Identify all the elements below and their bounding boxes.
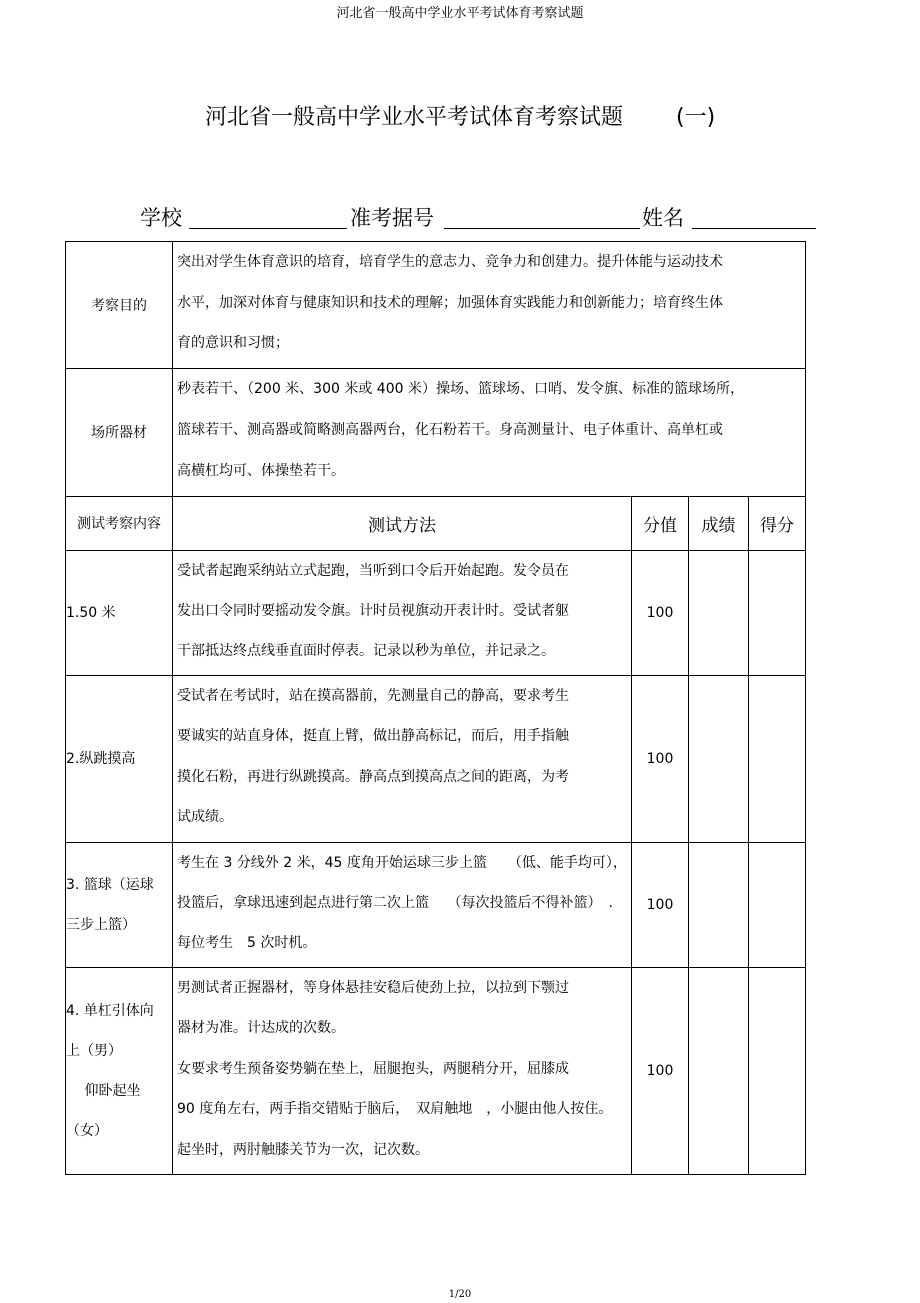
title-suffix: (一)	[676, 105, 716, 130]
purpose-text	[173, 242, 806, 369]
method-line: 摸化石粉，再进行纵跳摸高。静高点到摸高点之间的距离，为考	[177, 768, 569, 785]
item-name-line: 1.50 米	[66, 604, 116, 621]
method-line: 起坐时，两肘触膝关节为一次，记次数。	[177, 1141, 429, 1158]
item-score-cell[interactable]	[749, 550, 806, 675]
item-row	[66, 675, 806, 842]
equipment-label: 场所器材	[66, 368, 173, 496]
item-row	[66, 550, 806, 675]
item-row	[66, 967, 806, 1175]
item-name-line: 上（男）	[66, 1042, 122, 1059]
method-line: 女要求考生预备姿势躺在垫上，屈腿抱头，两腿稍分开，屈膝成	[177, 1060, 569, 1077]
item-name	[66, 675, 173, 842]
item-row	[66, 842, 806, 967]
name-blank[interactable]	[692, 228, 816, 229]
col-header-points: 分值	[632, 496, 689, 550]
method-line: 干部抵达终点线垂直面时停表。记录以秒为单位，并记录之。	[177, 642, 555, 659]
item-score-cell[interactable]	[749, 967, 806, 1175]
name-label: 姓名	[642, 206, 684, 230]
item-name	[66, 842, 173, 967]
item-name-line: 2.纵跳摸高	[66, 750, 136, 767]
item-name-line: 4. 单杠引体向	[66, 1002, 154, 1019]
equipment-text	[173, 368, 806, 496]
exam-number-label: 准考据号	[350, 206, 434, 230]
equipment-row	[66, 368, 806, 496]
title-main: 河北省一般高中学业水平考试体育考察试题	[205, 105, 624, 130]
item-method	[173, 550, 632, 675]
school-label: 学校	[140, 206, 182, 230]
col-header-content: 测试考察内容	[66, 496, 173, 550]
item-name-line: 3. 篮球（运球	[66, 876, 154, 893]
method-line: 试成绩。	[177, 809, 233, 825]
item-method	[173, 675, 632, 842]
method-line: 男测试者正握器材，等身体悬挂安稳后使劲上拉，以拉到下颚过	[177, 979, 569, 996]
method-line: 每位考生 5 次时机。	[177, 934, 317, 951]
method-line: 受试者在考试时，站在摸高器前，先测量自己的静高，要求考生	[177, 687, 569, 704]
column-header-row	[66, 496, 806, 550]
item-name-line: （女）	[66, 1122, 108, 1139]
method-line: 投篮后，拿球迅速到起点进行第二次上篮 （每次投篮后不得补篮） .	[177, 894, 613, 911]
col-header-method: 测试方法	[173, 496, 632, 550]
item-method	[173, 967, 632, 1175]
item-points: 100	[632, 675, 689, 842]
equipment-line: 篮球若干、测高器或简略测高器两台，化石粉若干。身高测量计、电子体重计、高单杠或	[177, 421, 723, 438]
item-result-cell[interactable]	[689, 550, 749, 675]
purpose-line: 水平，加深对体育与健康知识和技术的理解；加强体育实践能力和创新能力；培育终生体	[177, 294, 723, 311]
running-header: 河北省一般高中学业水平考试体育考察试题	[336, 6, 584, 21]
purpose-label: 考察目的	[66, 242, 173, 369]
equipment-line: 高横杠均可、体操垫若干。	[177, 462, 345, 479]
exam-number-blank[interactable]	[444, 228, 640, 229]
item-name-line: 仰卧起坐	[66, 1082, 141, 1099]
item-result-cell[interactable]	[689, 967, 749, 1175]
item-score-cell[interactable]	[749, 675, 806, 842]
col-header-score: 得分	[749, 496, 806, 550]
item-points: 100	[632, 550, 689, 675]
exam-table-frame	[65, 241, 805, 1175]
page-number: 1/20	[448, 1289, 472, 1300]
equipment-line: 秒表若干、（200 米、300 米或 400 米）操场、篮球场、口哨、发令旗、标准的篮球场所，	[177, 380, 744, 397]
method-line: 90 度角左右，两手指交错贴于脑后， 双肩触地 ，小腿由他人按住。	[177, 1101, 613, 1117]
school-blank[interactable]	[189, 228, 347, 229]
item-result-cell[interactable]	[689, 675, 749, 842]
item-name	[66, 967, 173, 1175]
method-line: 器材为准。计达成的次数。	[177, 1020, 345, 1036]
item-method	[173, 842, 632, 967]
purpose-line: 突出对学生体育意识的培育，培育学生的意志力、竞争力和创建力。提升体能与运动技术	[177, 254, 723, 270]
col-header-result: 成绩	[689, 496, 749, 550]
item-score-cell[interactable]	[749, 842, 806, 967]
exam-table	[65, 241, 806, 1175]
purpose-line: 育的意识和习惯；	[177, 335, 289, 351]
method-line: 受试者起跑采纳站立式起跑，当听到口令后开始起跑。发令员在	[177, 562, 569, 579]
method-line: 考生在 3 分线外 2 米，45 度角开始运球三步上篮 （低、能手均可），	[177, 854, 627, 871]
item-result-cell[interactable]	[689, 842, 749, 967]
item-points: 100	[632, 967, 689, 1175]
method-line: 发出口令同时要摇动发令旗。计时员视旗动开表计时。受试者躯	[177, 602, 569, 619]
item-name-line: 三步上篮）	[66, 916, 136, 933]
candidate-info-line	[0, 200, 920, 234]
item-name	[66, 550, 173, 675]
purpose-row	[66, 242, 806, 369]
method-line: 要诚实的站直身体，挺直上臂，做出静高标记，而后，用手指触	[177, 728, 569, 744]
item-points: 100	[632, 842, 689, 967]
